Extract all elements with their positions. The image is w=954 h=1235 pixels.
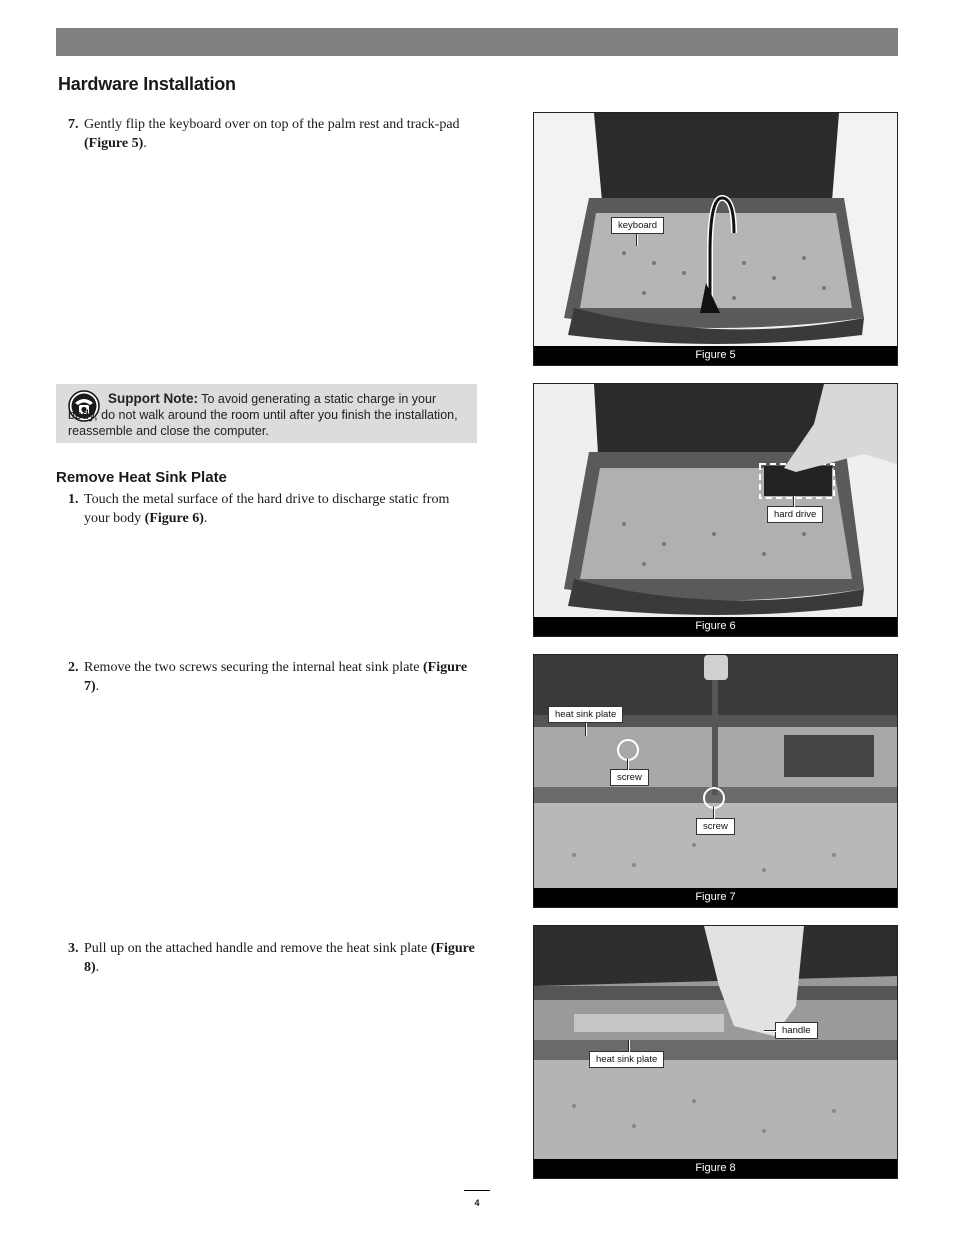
- callout-keyboard: keyboard: [611, 217, 664, 234]
- callout-hard-drive: hard drive: [767, 506, 823, 523]
- callout-leader: [793, 496, 795, 507]
- callout-handle: handle: [775, 1022, 818, 1039]
- figure-5: [533, 112, 898, 366]
- figure-8: [533, 925, 898, 1179]
- support-note-text: [68, 391, 468, 439]
- callout-screw-1: screw: [610, 769, 649, 786]
- callout-heat-sink-plate: heat sink plate: [548, 706, 623, 723]
- step-end: .: [203, 510, 208, 526]
- figure-ref: (Figure 7): [84, 660, 468, 694]
- page-number: 4: [474, 1198, 480, 1208]
- figure-5-photo: [534, 113, 897, 365]
- step-text: Remove the two screws securing the internal heat sink plate: [84, 660, 424, 675]
- step-number: 7.: [68, 117, 79, 132]
- figure-caption: Figure 5: [534, 346, 897, 365]
- figure-caption: Figure 8: [534, 1159, 897, 1178]
- step-end: .: [95, 678, 100, 694]
- step-end: .: [143, 135, 147, 151]
- step-text-wrap: [84, 659, 478, 696]
- support-note: [56, 384, 477, 443]
- figure-caption: Figure 6: [534, 617, 897, 636]
- callout-leader: [628, 1040, 630, 1052]
- support-note-body: To avoid generating a static charge in your body, do not walk around the room until after you finish the installation, reassemble and close the computer.: [68, 392, 458, 438]
- section-title: Remove Heat Sink Plate: [56, 469, 227, 486]
- step-2: [68, 659, 478, 696]
- support-note-lead: Support Note:: [108, 391, 198, 406]
- callout-leader: [627, 759, 629, 770]
- step-text-wrap: [84, 116, 478, 153]
- footer-rule: [464, 1190, 490, 1191]
- figure-ref: (Figure 5): [84, 135, 144, 151]
- step-1: [68, 491, 478, 528]
- page-title: Hardware Installation: [58, 74, 236, 94]
- header-bar: [56, 28, 898, 56]
- step-text: Gently flip the keyboard over on top of the palm rest and track-pad: [84, 117, 460, 132]
- step-number: 1.: [68, 492, 79, 507]
- figure-ref: (Figure 6): [144, 510, 204, 526]
- callout-leader: [585, 723, 587, 736]
- callout-leader: [636, 234, 638, 246]
- figure-7: [533, 654, 898, 908]
- figure-ref: (Figure 8): [84, 941, 475, 975]
- step-text-wrap: [84, 940, 478, 977]
- step-end: .: [95, 959, 100, 975]
- callout-leader: [713, 807, 715, 819]
- step-number: 3.: [68, 941, 79, 956]
- step-7: [68, 116, 478, 153]
- figure-7-photo: [534, 655, 897, 907]
- callout-screw-2: screw: [696, 818, 735, 835]
- figure-6-photo: [534, 384, 897, 636]
- callout-heat-sink-plate: heat sink plate: [589, 1051, 664, 1068]
- step-text-wrap: [84, 491, 478, 528]
- step-3: [68, 940, 478, 977]
- step-text: Touch the metal surface of the hard drive to discharge static from your body: [84, 492, 450, 526]
- callout-leader: [764, 1030, 776, 1032]
- figure-caption: Figure 7: [534, 888, 897, 907]
- figure-6: [533, 383, 898, 637]
- step-number: 2.: [68, 660, 79, 675]
- step-text: Pull up on the attached handle and remove the heat sink plate: [84, 941, 431, 956]
